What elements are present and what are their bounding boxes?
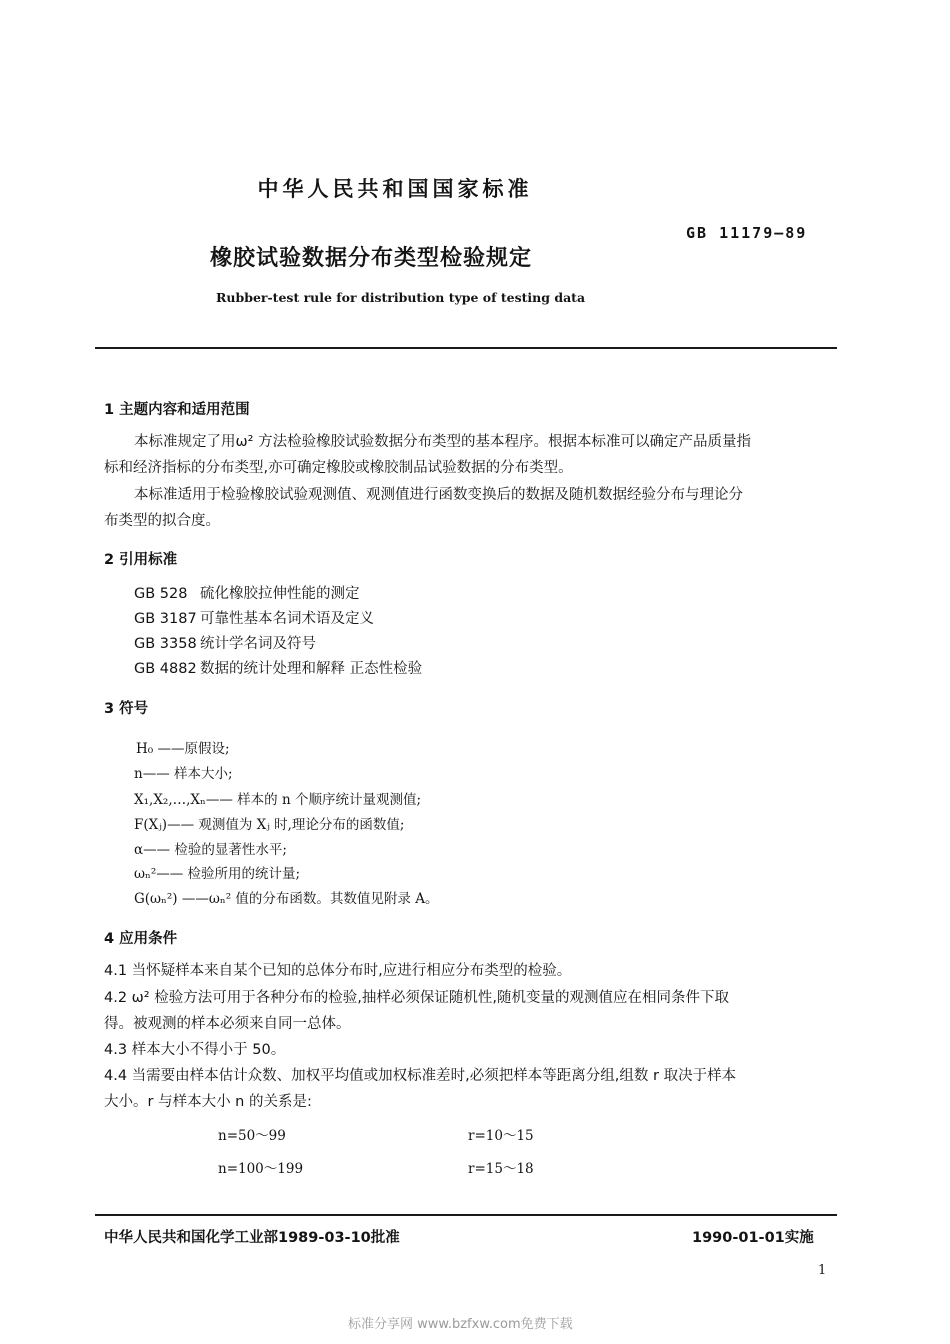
reference-item [134, 631, 316, 657]
approval-note: 中华人民共和国化学工业部1989-03-10批准 [104, 1230, 400, 1246]
symbol-definition: G(ωₙ²) ——ωₙ² 值的分布函数。其数值见附录 A。 [134, 891, 439, 907]
section-2-heading: 2 引用标准 [104, 552, 178, 568]
reference-code: GB 3187 [134, 611, 197, 627]
group-table-n-cell: n=100～199 [218, 1161, 304, 1177]
reference-title: 数据的统计处理和解释 正态性检验 [200, 661, 423, 677]
symbol-definition: α—— 检验的显著性水平; [134, 842, 287, 858]
clause-4-2-line-2: 得。被观测的样本必须来自同一总体。 [104, 1016, 351, 1032]
clause-4-3: 4.3 样本大小不得小于 50。 [104, 1042, 286, 1058]
document-title-cn: 橡胶试验数据分布类型检验规定 [210, 246, 533, 271]
symbol-definition: n—— 样本大小; [134, 766, 233, 782]
clause-4-4-line-2: 大小。r 与样本大小 n 的关系是: [104, 1094, 312, 1110]
clause-4-1: 4.1 当怀疑样本来自某个已知的总体分布时,应进行相应分布类型的检验。 [104, 963, 572, 979]
section-4-heading: 4 应用条件 [104, 931, 178, 947]
symbol-definition: ωₙ²—— 检验所用的统计量; [134, 866, 301, 882]
section-1-paragraph-2-line-2: 布类型的拟合度。 [104, 513, 220, 529]
footer-divider [95, 1214, 837, 1216]
reference-item [134, 656, 422, 682]
section-1-heading: 1 主题内容和适用范围 [104, 402, 250, 418]
section-1-paragraph-2-line-1: 本标准适用于检验橡胶试验观测值、观测值进行函数变换后的数据及随机数据经验分布与理论分 [134, 487, 743, 503]
reference-code: GB 4882 [134, 661, 197, 677]
document-title-en: Rubber-test rule for distribution type of testing data [216, 290, 586, 305]
reference-title: 可靠性基本名词术语及定义 [200, 611, 374, 627]
national-standard-title: 中华人民共和国国家标准 [257, 177, 533, 201]
symbol-definition: F(Xⱼ)—— 观测值为 Xⱼ 时,理论分布的函数值; [134, 817, 405, 833]
clause-4-2-line-1: 4.2 ω² 检验方法可用于各种分布的检验,抽样必须保证随机性,随机变量的观测值应在相同条件下取 [104, 990, 729, 1006]
header-divider [95, 347, 837, 349]
page-number: 1 [818, 1263, 827, 1278]
reference-title: 硫化橡胶拉伸性能的测定 [200, 586, 360, 602]
group-table-r-cell: r=10～15 [468, 1128, 534, 1144]
reference-code: GB 3358 [134, 636, 197, 652]
symbol-definition: X₁,X₂,…,Xₙ—— 样本的 n 个顺序统计量观测值; [134, 792, 421, 808]
group-table-r-cell: r=15～18 [468, 1161, 534, 1177]
reference-item [134, 606, 374, 632]
section-1-paragraph-1-line-2: 标和经济指标的分布类型,亦可确定橡胶或橡胶制品试验数据的分布类型。 [104, 460, 573, 476]
section-3-heading: 3 符号 [104, 701, 149, 717]
group-table-n-cell: n=50～99 [218, 1128, 286, 1144]
watermark: 标准分享网 www.bzfxw.com免费下载 [348, 1317, 573, 1332]
symbol-definition: H₀ ——原假设; [136, 741, 230, 757]
clause-4-4-line-1: 4.4 当需要由样本估计众数、加权平均值或加权标准差时,必须把样本等距离分组,组数 r 取决于样本 [104, 1068, 737, 1084]
reference-code: GB 528 [134, 586, 188, 602]
standard-number: GB 11179—89 [686, 224, 808, 242]
reference-title: 统计学名词及符号 [200, 636, 316, 652]
section-1-paragraph-1-line-1: 本标准规定了用ω² 方法检验橡胶试验数据分布类型的基本程序。根据本标准可以确定产品质量指 [134, 434, 752, 450]
reference-item [134, 581, 360, 607]
effective-date-note: 1990-01-01实施 [692, 1230, 814, 1246]
